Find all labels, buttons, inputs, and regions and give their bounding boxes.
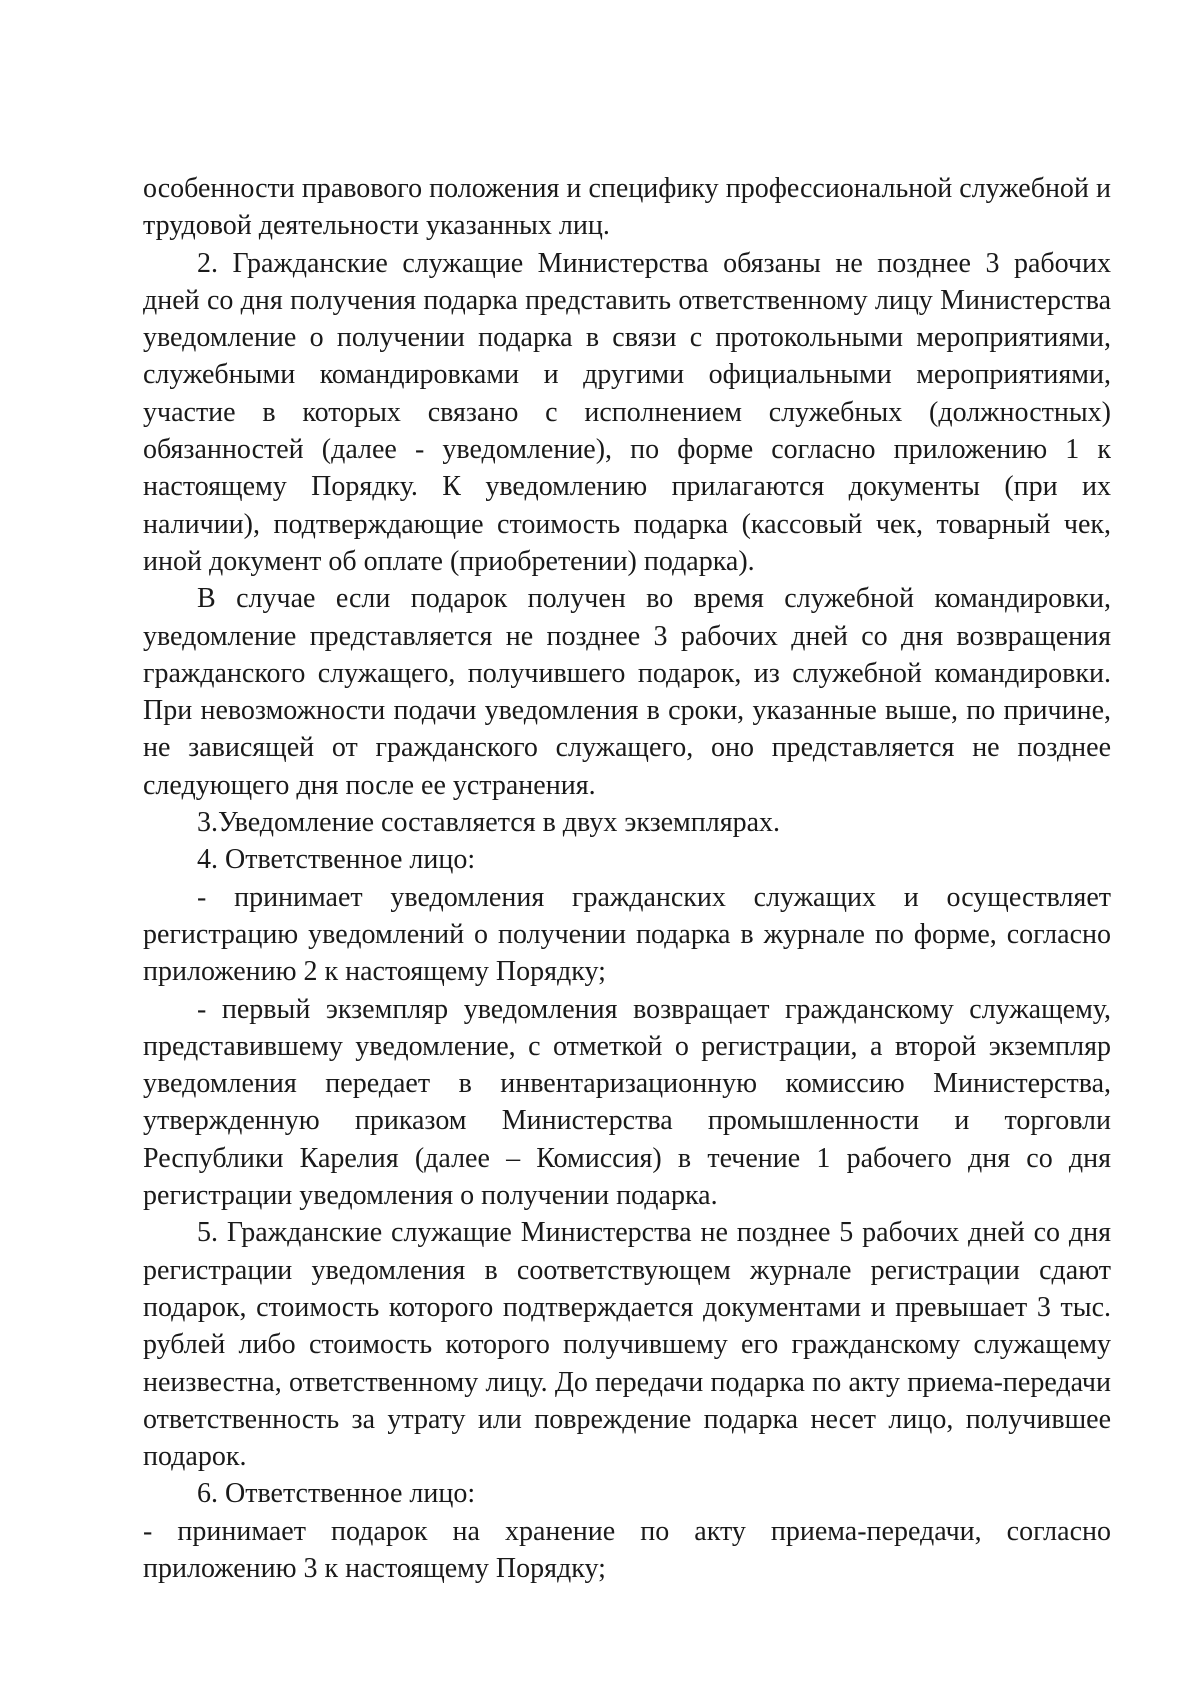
- paragraph-item-3: 3.Уведомление составляется в двух экземплярах.: [197, 807, 781, 839]
- paragraph-item-2: 2. Гражданские служащие Министерства обязаны не позднее 3 рабочих дней со дня получения подарка представить ответственному лицу Министерства уведомление о получении подарка в связи с протокольными мероприятиями, служебными командировками и другими официальными мероприятиями, участие в которых связано с исполнением служебных (должностных) обязанностей (далее - уведомление), по форме согласно приложению 1 к настоящему Порядку. К уведомлению прилагаются документы (при их наличии), подтверждающие стоимость подарка (кассовый чек, товарный чек, иной документ об оплате (приобретении) подарка).: [143, 247, 1111, 577]
- paragraph-item-4-duty-2: - первый экземпляр уведомления возвращает гражданскому служащему, представившему уведомление, с отметкой о регистрации, а второй экземпляр уведомления передает в инвентаризационную комиссию Министерства, утвержденную приказом Министерства промышленности и торговли Республики Карелия (далее – Комиссия) в течение 1 рабочего дня со дня регистрации уведомления о получении подарка.: [143, 993, 1111, 1212]
- paragraph-item-4-duty-1: - принимает уведомления гражданских служащих и осуществляет регистрацию уведомлений о получении подарка в журнале по форме, согласно приложению 2 к настоящему Порядку;: [143, 881, 1111, 988]
- document-body: [143, 170, 1111, 1587]
- paragraph-item-6-duty-1: - принимает подарок на хранение по акту приема-передачи, согласно приложению 3 к настоящему Порядку;: [143, 1515, 1111, 1584]
- paragraph-item-6: 6. Ответственное лицо:: [197, 1478, 476, 1510]
- paragraph-item-4: 4. Ответственное лицо:: [197, 844, 476, 876]
- paragraph-continuation: особенности правового положения и специфику профессиональной служебной и трудовой деятельности указанных лиц.: [143, 173, 1111, 242]
- paragraph-item-5: 5. Гражданские служащие Министерства не позднее 5 рабочих дней со дня регистрации уведомления в соответствующем журнале регистрации сдают подарок, стоимость которого подтверждается документами и превышает 3 тыс. рублей либо стоимость которого получившему его гражданскому служащему неизвестна, ответственному лицу. До передачи подарка по акту приема-передачи ответственность за утрату или повреждение подарка несет лицо, получившее подарок.: [143, 1217, 1111, 1473]
- paragraph-business-trip: В случае если подарок получен во время служебной командировки, уведомление представляется не позднее 3 рабочих дней со дня возвращения гражданского служащего, получившего подарок, из служебной командировки. При невозможности подачи уведомления в сроки, указанные выше, по причине, не зависящей от гражданского служащего, оно представляется не позднее следующего дня после ее устранения.: [143, 583, 1111, 801]
